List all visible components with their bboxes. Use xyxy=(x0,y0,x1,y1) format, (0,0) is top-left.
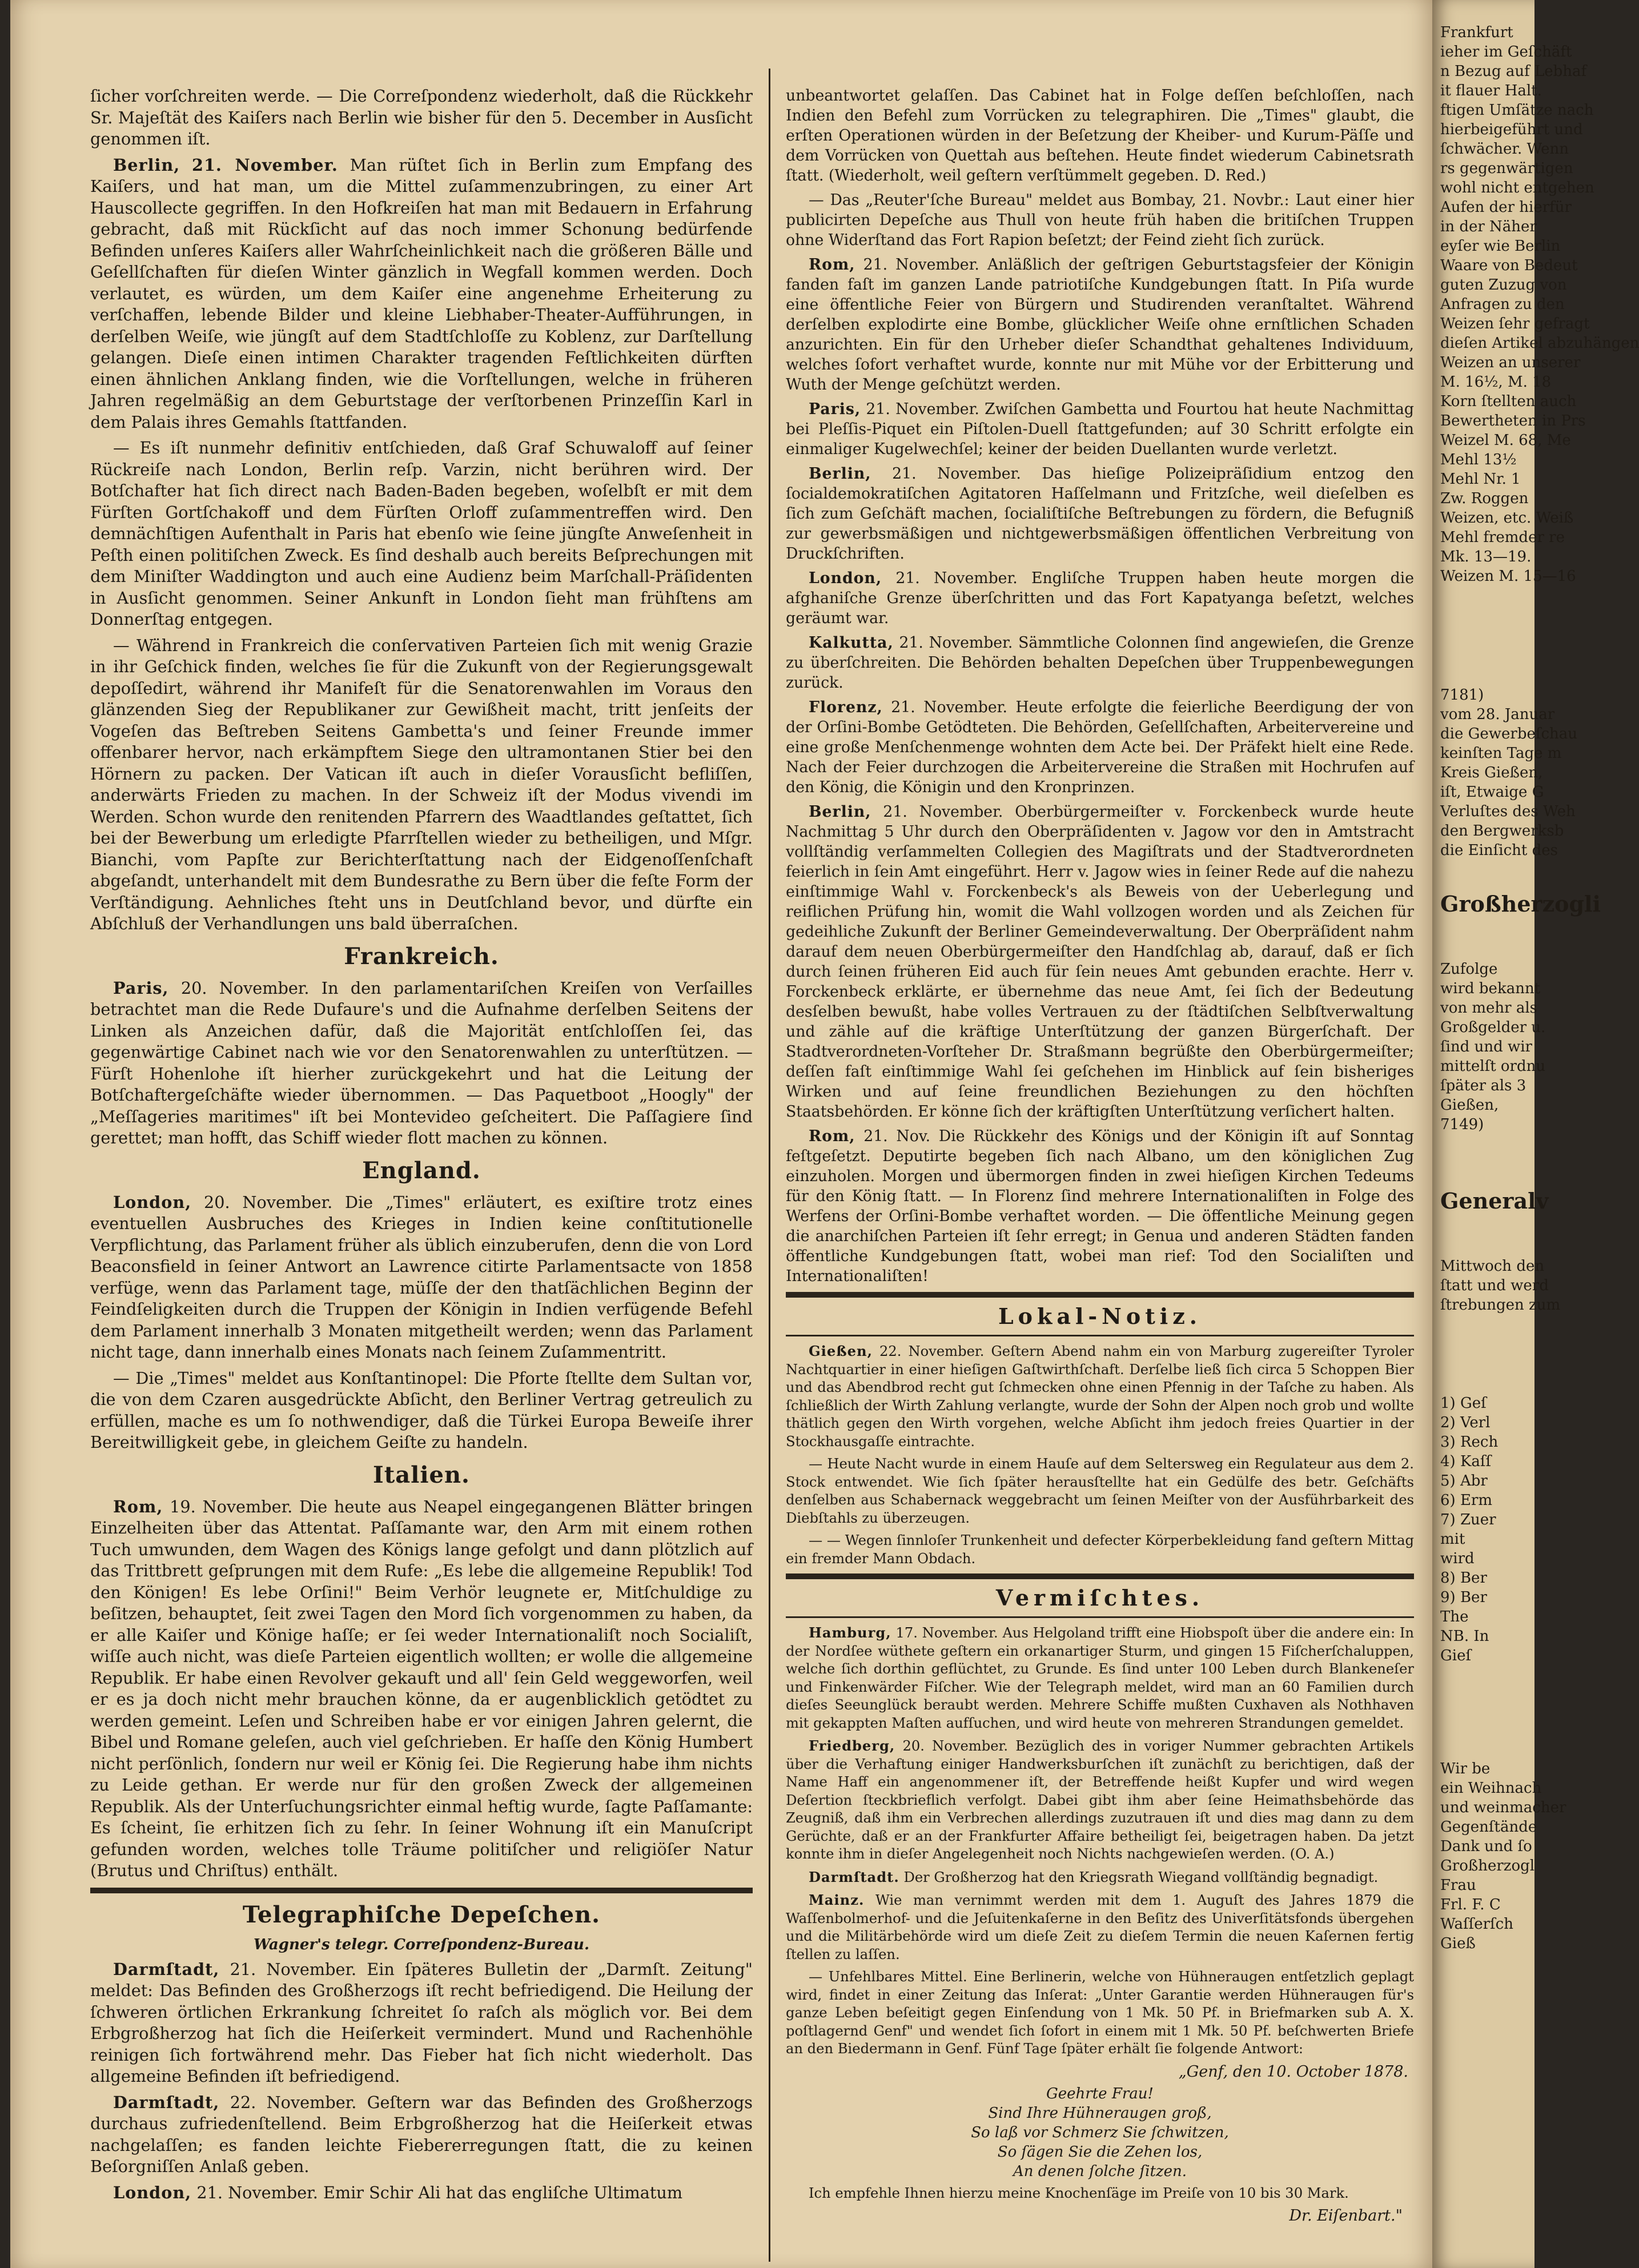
article-text: Wie man vernimmt werden mit dem 1. Auguſt des Jahres 1879 die Waſſenbolmerhof- und die Jeſuitenkaſerne in den Beſitz des Univerſitätsfonds übergehen und die Militärbehörde wird um dieſe Zeit zu dieſem Termin die neuen Kaſernen fertig ſtellen zu laſſen. xyxy=(786,1892,1414,1962)
fragment-line: Waſſerſch xyxy=(1440,1916,1513,1933)
fragment-line: 1) Geſ xyxy=(1440,1395,1487,1412)
fragment-line: ftigen Umſätze nach xyxy=(1440,102,1594,119)
market-report-fragment xyxy=(1432,23,1639,586)
dateline-place: Berlin, xyxy=(809,465,871,483)
fragment-line: Gießen, xyxy=(1440,1097,1499,1114)
fragment-line: Bewertheten in Prs xyxy=(1440,412,1586,429)
fragment-line: mit xyxy=(1440,1531,1465,1548)
section-divider xyxy=(786,1573,1414,1579)
dateline-place: Gießen, xyxy=(809,1343,873,1359)
notice-heading-fragment xyxy=(1432,891,1601,917)
fragment-line: 7149) xyxy=(1440,1116,1484,1133)
fragment-line: Gegenſtände xyxy=(1440,1819,1537,1836)
dateline-place: Berlin, xyxy=(113,155,180,175)
assembly-heading: Generalv xyxy=(1440,1188,1549,1214)
telegram-florenz xyxy=(786,697,1414,797)
dateline-place: Florenz, xyxy=(809,699,883,716)
fragment-line: Gieß xyxy=(1440,1935,1476,1952)
fragment-line: 9) Ber xyxy=(1440,1589,1487,1606)
article-text: Das hieſige Polizeipräſidium entzog den ſocialdemokratiſchen Agitatoren Haſſelmann und Fritzſche, weil dieſelben es ſich zum Geſchäft machen, ſocialiſtiſche Beſtrebungen zu fördern, die Befugniß zur gewerbsmäßigen und nichtgewerbsmäßigen öffentlichen Verbreitung von Druckſchriften. xyxy=(786,465,1414,563)
fragment-line: Mk. 13—19. xyxy=(1440,548,1532,565)
dateline-date: 20. November. xyxy=(180,978,310,998)
fragment-line: 4) Kaſſ xyxy=(1440,1453,1492,1470)
dateline-date: 21. November. xyxy=(892,465,1021,483)
article-berlin-1 xyxy=(90,155,753,433)
section-divider xyxy=(786,1335,1414,1336)
agenda-fragment xyxy=(1432,1394,1534,1665)
article-continuation: ſicher vorſchreiten werde. — Die Correſpondenz wiederholt, daß die Rückkehr Sr. Majeſtät des Kaiſers nach Berlin wie bisher für den 5. December in Ausſicht genommen iſt. xyxy=(90,86,753,148)
fragment-line: M. 16½, M. 18 xyxy=(1440,374,1552,391)
fragment-line: Mehl Nr. 1 xyxy=(1440,471,1521,488)
dateline-date: 21. November. xyxy=(192,155,338,175)
dateline-date: 22. November. xyxy=(879,1343,985,1359)
fragment-line: Mehl 13½ xyxy=(1440,451,1517,468)
local-news-regulateur: — Heute Nacht wurde in einem Hauſe auf dem Seltersweg ein Regulateur aus dem 2. Stock entwendet. Wie ſich ſpäter herausſtellte hat ein Gedülfe des betr. Geſchäfts denſelben aus Schabernack weggebracht um ſeinen Meiſter von der Ausführbarkeit des Diebſtahls zu überzeugen. xyxy=(786,1456,1414,1526)
article-text: Emir Schir Ali hat das engliſche Ultimatum xyxy=(323,2182,683,2202)
dateline-place: Kalkutta, xyxy=(809,634,894,652)
fragment-line: den Bergwerksb xyxy=(1440,822,1564,840)
fragment-line: wohl nicht entgehen xyxy=(1440,179,1594,196)
fragment-line: it flauer Halt. xyxy=(1440,82,1542,99)
section-divider xyxy=(786,1292,1414,1298)
poem-line: Sind Ihre Hühneraugen groß, xyxy=(988,2104,1212,2122)
letter-date: „Genf, den 10. October 1878. xyxy=(1178,2062,1408,2081)
fragment-line: Anfragen zu den xyxy=(1440,296,1565,313)
fragment-line: vom 28. Januar xyxy=(1440,706,1555,723)
article-text: Ein ſpäteres Bulletin der „Darmſt. Zeitung" meldet: Das Befinden des Großherzogs iſt recht befriedigend. Die Heilung der ſchweren örtlichen Erkrankung ſchreitet ſo raſch als möglich vor. Bei dem Erbgroßherzog hat ſich die Heiſerkeit vermindert. Mund und Rachenhöhle reinigen ſich fortwährend mehr. Das Fieber hat ſich nicht wiederholt. Das allgemeine Befinden iſt befriedigend. xyxy=(90,1959,753,2086)
fragment-line: hierbeigeführt und xyxy=(1440,121,1583,138)
misc-mainz xyxy=(786,1891,1414,1964)
dateline-place: London, xyxy=(809,569,882,587)
lokal-notiz-section xyxy=(786,1342,1414,1568)
fragment-line: Großgelder u. xyxy=(1440,1019,1546,1036)
fragment-line: die Einſicht des xyxy=(1440,842,1558,859)
article-text: In den parlamentariſchen Kreiſen von Verſailles betrachtet man die Rede Dufaure's und die Aufnahme derſelben Seitens der Linken als Anzeichen dafür, daß die Majorität entſchloſſen ſei, das gegenwärtige Cabinet nach wie vor den Senatorenwahlen zu unterſtützen. — Fürſt Hohenlohe iſt hierher zurückgekehrt und hat die Leitung der Botſchaftergeſchäfte wieder übernommen. — Das Paquetboot „Hoogly" der „Meſſageries maritimes" iſt bei Montevideo geſcheitert. Die Paſſagiere ſind gerettet; man hofft, das Schiff wieder flott machen zu können. xyxy=(90,978,753,1147)
fragment-line: Weizen ſehr gefragt xyxy=(1440,315,1590,332)
fragment-line: guten Zuzug von xyxy=(1440,276,1567,294)
fragment-line: Frankfurt xyxy=(1440,24,1513,41)
misc-friedberg xyxy=(786,1737,1414,1864)
fragment-line: Großherzogl xyxy=(1440,1857,1535,1874)
article-text: Engliſche Truppen haben heute morgen die afghaniſche Grenze überſchritten und das Fort Kapatyanga beſetzt, welches geräumt war. xyxy=(786,569,1415,627)
telegram-kalkutta xyxy=(786,633,1414,693)
article-text: Heute erfolgte die feierliche Beerdigung der von der Orſini-Bombe Getödteten. Die Behörden, Geſellſchaften, Arbeitervereine und eine große Menſchenmenge wohnten dem Acte bei. Der Präfekt hielt eine Rede. Nach der Feier durchzogen die Arbeitervereine die Straßen mit Hochrufen auf den König, die Königin und den Kronprinzen. xyxy=(786,699,1414,796)
section-divider xyxy=(786,1616,1414,1618)
fragment-line: Weizen M. 15—16 xyxy=(1440,568,1576,585)
telegram-london xyxy=(90,2182,753,2204)
article-frankreich-schweiz: — Während in Frankreich die conſervativen Parteien ſich mit wenig Grazie in ihr Geſchick finden, welches ſie für die Zukunft von der Regierungsgewalt depoſſedirt, während ihr Manifeſt für die Senatorenwahlen im Voraus den glänzenden Sieg der Republikaner zur Gewißheit macht, tritt jenſeits der Vogeſen das Beſtreben Seitens Gambetta's und ſeiner Freunde immer offenbarer hervor, nach erkämpftem Siege den ultramontanen Stier bei den Hörnern zu packen. Der Vatican iſt auch in dieſer Vorausſicht befliſſen, anderwärts Frieden zu machen. In der Schweiz iſt der Modus vivendi im Werden. Schon wurde den renitenden Pfarrern des Waadtlandes geſtattet, ſich bei der Bewerbung um erledigte Pfarrſtellen wieder zu betheiligen, und Mſgr. Bianchi, vom Papſte zur Berichterſtattung nach der Eidgenoſſenſchaft abgeſandt, unterhandelt mit dem Bundesrathe zu Bern über die feſte Form der Verſtändigung. Aehnliches ſteht uns in Deutſchland bevor, und dürfte ein Abſchluß der Verhandlungen uns bald überraſchen. xyxy=(90,635,753,933)
fragment-line: keinſten Tage m xyxy=(1440,745,1562,762)
dateline-place: Rom, xyxy=(809,256,855,274)
fragment-line: iſt, Etwaige G xyxy=(1440,784,1544,801)
telegram-berlin-1 xyxy=(786,464,1414,564)
telegram-rom-1 xyxy=(786,255,1414,395)
fragment-line: ſpäter als 3 xyxy=(1440,1077,1526,1094)
dateline-place: Berlin, xyxy=(809,803,871,821)
letter-poem xyxy=(786,2084,1414,2181)
fragment-line: Waare von Bedeut xyxy=(1440,257,1578,274)
adjacent-page-fragment xyxy=(1432,0,1639,2268)
fragment-line: 5) Abr xyxy=(1440,1472,1488,1490)
dateline-date: 21. November. xyxy=(895,569,1018,587)
dateline-place: Mainz. xyxy=(809,1892,865,1908)
article-text: Der Großherzog hat den Kriegsrath Wiegand vollſtändig begnadigt. xyxy=(903,1869,1379,1885)
fragment-line: Wir be xyxy=(1440,1760,1491,1777)
dateline-date: 17. November. xyxy=(895,1625,998,1641)
fragment-line: ein Weihnach xyxy=(1440,1780,1542,1797)
poem-line: Geehrte Frau! xyxy=(1046,2085,1154,2102)
dateline-place: Rom, xyxy=(113,1496,163,1516)
article-text: Oberbürgermeiſter v. Forckenbeck wurde heute Nachmittag 5 Uhr durch den Oberpräſidenten v. Jagow vor den in Amtstracht vollſtändig verſammelten Collegien des Magiſtrats und der Stadtverordneten feierlich in ſein Amt eingeführt. Herr v. Jagow wies in ſeiner Rede auf die nahezu einſtimmige Wahl v. Forckenbeck's als Beweis von der Ueberlegung und reiflichen Prüfung hin, womit die Wahl vollzogen worden und als Zeichen für gedeihliche Zukunft der Berliner Gemeindeverwaltung. Der Oberpräſident nahm darauf dem neuen Oberbürgermeiſter den Handſchlag ab, darauf, daß er ſich durch ſeinen früheren Eid auch für ſein neues Amt gebunden erachte. Herr v. Forckenbeck erklärte, er übernehme das neue Amt, ſei ſich der Bedeutung desſelben bewußt, habe volles Vertrauen zu der ſtädtiſchen Selbſtverwaltung und zähle auf die kräftige Unterſtützung der ganzen Bürgerſchaft. Der Stadtverordneten-Vorſteher Dr. Straßmann begrüßte den Oberbürgermeiſter; deſſen faſt einſtimmige Wahl ſei geſchehen im Hinblick auf ſein bisheriges Wirken und auf ſeine freundlichen Beziehungen zu den höchſten Staatsbehörden. Er könne ſich der kräftigſten Unterſtützung verſichert halten. xyxy=(786,803,1415,1121)
article-text: Zwiſchen Gambetta und Fourtou hat heute Nachmittag bei Pleſſis-Piquet ein Piſtolen-Duell ſtattgefunden; auf 30 Schritt erfolgte ein einmaliger Kugelwechſel; keiner der beiden Duellanten wurde verletzt. xyxy=(786,400,1414,458)
dateline-place: Rom, xyxy=(809,1127,855,1145)
fragment-line: Mehl fremder re xyxy=(1440,529,1565,546)
article-text: Die heute aus Neapel eingegangenen Blätter bringen Einzelheiten über das Attentat. Paſſamante war, den Arm mit einem rothen Tuch umwunden, dem Wagen des Königs lange gefolgt und dann plötzlich auf das Trittbrett geſprungen mit dem Rufe: „Es lebe die allgemeine Republik! Tod den Königen! Es lebe Orſini!" Beim Verhör leugnete er, Mitſchuldige zu beſitzen, behauptet, ſeit zwei Tagen den Mord ſich vorgenommen zu haben, da er alle Kaiſer und Könige haſſe; er ſei weder Internationaliſt noch Socialiſt, wiſſe auch nicht, was dieſe Parteien eigentlich wollten; er wolle die allgemeine Republik. Er habe einen Revolver gekauft und all' ſein Geld weggeworfen, weil er es ja doch nicht mehr brauchen könne, da er augenblicklich getödtet zu werden gemeint. Leſen und Schreiben habe er vor einigen Jahren gelernt, die Bibel und Romane geleſen, auch viel geſchrieben. Er haſſe den König Humbert nicht perſönlich, ſondern nur weil er König ſei. Die Regierung habe ihm nichts zu Leide gethan. Er werde nur für den großen Zweck der allgemeinen Republik. Als der Unterſuchungsrichter einmal heftig wurde, ſagte Paſſamante: Es ſcheint, ſie erhitzen ſich zu ſehr. In ſeiner Wohnung iſt ein Manuſcript gefunden worden, welches tolle Träume politiſcher und religiöſer Natur (Brutus und Chriſtus) enthält. xyxy=(90,1496,753,1880)
fragment-line: 8) Ber xyxy=(1440,1569,1487,1587)
article-konstantinopel: — Die „Times" meldet aus Konſtantinopel: Die Pforte ſtellte dem Sultan vor, die von dem Czaren ausgedrückte Abſicht, den Berliner Vertrag getreulich zu erfüllen, mache es um ſo nothwendiger, daß die Türkei Europa Beweiſe ihrer Bereitwilligkeit gebe, in gleichem Geiſte zu handeln. xyxy=(90,1368,753,1452)
poem-line: An denen ſolche ſitzen. xyxy=(1013,2162,1187,2180)
dateline-place: London, xyxy=(113,1192,192,1212)
bureau-subheading: Wagner's telegr. Correſpondenz-Bureau. xyxy=(253,1936,589,1953)
telegram-london xyxy=(786,568,1414,628)
fragment-line: Frau xyxy=(1440,1877,1476,1894)
fragment-line: mittelſt ordnu xyxy=(1440,1058,1546,1075)
fragment-line: ſind und wir xyxy=(1440,1038,1532,1055)
fragment-line: und weinmacher xyxy=(1440,1799,1566,1816)
article-text: Anläßlich der geſtrigen Geburtstagsfeier der Königin fanden faſt im ganzen Lande patriotiſche Kundgebungen ſtatt. In Piſa wurde eine öffentliche Feier von Bürgern und Studirenden veranſtaltet. Während derſelben explodirte eine Bombe, glücklicher Weiſe ohne ernſtlichen Schaden anzurichten. Ein für den Urheber dieſer Schandthat gehaltenes Individuum, welches ſofort verhaftet wurde, konnte nur mit Mühe vor der Erbitterung und Wuth der Menge geſchützt werden. xyxy=(786,256,1415,394)
telegram-paris xyxy=(786,399,1414,459)
fragment-line: Frl. F. C xyxy=(1440,1896,1501,1913)
dateline-place: Paris, xyxy=(113,978,169,998)
fragment-line: von mehr als xyxy=(1440,999,1537,1017)
section-heading-italien: Italien. xyxy=(373,1461,470,1488)
article-text: Man rüſtet ſich in Berlin zum Empfang des Kaiſers, und hat man, um die Mittel zuſammenzubringen, zu einer Art Hauscollecte gegriffen. In den Hofkreiſen hat man mit Bedauern in Erfahrung gebracht, daß mit Rückſicht auf das noch immer Schonung bedürfende Befinden unſeres Kaiſers aller Wahrſcheinlichkeit nach die größeren Bälle und Geſellſchaften für dieſen Winter gänzlich in Wegfall kommen werden. Doch verlautet, es würden, um dem Kaiſer eine angenehme Erheiterung zu verſchaffen, lebende Bilder und kleine Liebhaber-Theater-Aufführungen, in derſelben Weiſe, wie jüngſt auf dem Stadtſchloſſe zu Koblenz, zur Darſtellung gelangen. Dieſe einen intimen Charakter tragenden Feſtlichkeiten dürften einen ähnlichen Anklang finden, wie die Vorſtellungen, welche in früheren Jahren regelmäßig an dem Geburtstage der verſtorbenen Prinzeſſin Karl in dem Palais ihres Gemahls ſtattfanden. xyxy=(90,155,753,432)
dateline-date: 20. November. xyxy=(204,1192,333,1212)
fragment-line: 3) Rech xyxy=(1440,1434,1499,1451)
article-text: Bezüglich des in voriger Nummer gebrachten Artikels über die Verhaftung einiger Handwerksburſchen iſt zunächſt zu berichtigen, daß der Name Haff ein angenommener iſt, der Betreffende heißt Kupfer und wird wegen Deſertion ſteckbrieflich verfolgt. Dabei gibt ihm aber ſeine Heimathsbehörde das Zeugniß, daß ihm ein Verbrechen allerdings zuzutrauen iſt und dies mag dann zu dem Gerüchte, daß er an der Frankfurter Affaire betheiligt ſei, beigetragen haben. Da jetzt konnte ihm in dieſer Angelegenheit noch Nichts nachgewieſen werden. (O. A.) xyxy=(786,1738,1414,1862)
fragment-line: wird bekannt xyxy=(1440,980,1541,997)
fragment-line: dieſen Artikel abzuhängen xyxy=(1440,335,1639,352)
fragment-line: Aufen der hierfür xyxy=(1440,199,1572,216)
dateline-place: Friedberg, xyxy=(809,1737,895,1754)
telegram-berlin-2 xyxy=(786,802,1414,1122)
newspaper-page xyxy=(10,0,1432,2268)
column-rule xyxy=(769,69,770,2262)
fragment-line: die Gewerbeſchau xyxy=(1440,725,1578,742)
article-text: Sämmtliche Colonnen ſind angewieſen, die Grenze zu überſchreiten. Die Behörden behalten Depeſchen über Truppenbewegungen zurück. xyxy=(786,634,1415,692)
fragment-line: Korn ſtellten auch xyxy=(1440,393,1577,410)
fragment-line: ſtatt und werd xyxy=(1440,1277,1549,1294)
dateline-place: Darmſtadt. xyxy=(809,1868,899,1885)
misc-hamburg xyxy=(786,1624,1414,1732)
fragment-line: Dank und ſo xyxy=(1440,1838,1532,1855)
fragment-line: Mittwoch den xyxy=(1440,1258,1545,1275)
telegram-rom-2 xyxy=(786,1126,1414,1286)
article-rom-attentat xyxy=(90,1496,753,1882)
dateline-date: 21. November. xyxy=(863,256,979,274)
dateline-date: 19. November. xyxy=(170,1496,293,1516)
article-schuwaloff: — Es iſt nunmehr definitiv entſchieden, daß Graf Schuwaloff auf ſeiner Rückreiſe nach London, Berlin reſp. Varzin, nicht berühren wird. Der Botſchafter hat ſich direct nach Baden-Baden begeben, woſelbſt er mit dem Fürſten Gortſchakoff und dem Fürſten Orloff zuſammentreffen wird. Den demnächſtigen Aufenthalt in Paris hat ebenſo wie ſeine jüngſte Anweſenheit in Peſth einen politiſchen Zweck. Es ſind deshalb auch bereits Beſprechungen mit dem Miniſter Waddington und auch eine Audienz beim Marſchall-Präſidenten in Ausſicht genommen. Seiner Ankunft in London ſieht man frühſtens am Donnerſtag entgegen. xyxy=(90,438,753,629)
dateline-place: Darmſtadt, xyxy=(113,2092,220,2112)
letter-closing: Ich empfehle Ihnen hierzu meine Knochenſäge im Preiſe von 10 bis 30 Mark. xyxy=(809,2185,1349,2201)
notice-heading: Großherzogli xyxy=(1440,891,1601,917)
vermischtes-section xyxy=(786,1624,1414,2225)
dateline-date: 21. November. xyxy=(230,1959,357,1979)
section-heading-telegraphische-depeschen: Telegraphiſche Depeſchen. xyxy=(242,1901,601,1928)
dateline-date: 21. November. xyxy=(883,803,1003,821)
section-divider xyxy=(90,1888,753,1893)
local-news-trunkenheit: — — Wegen ſinnloſer Trunkenheit und defecter Körperbekleidung fand geſtern Mittag ein fremder Mann Obdach. xyxy=(786,1532,1414,1567)
telegram-darmstadt-1 xyxy=(90,1959,753,2088)
fragment-line: 6) Erm xyxy=(1440,1492,1493,1509)
article-continuation: unbeantwortet gelaſſen. Das Cabinet hat in Folge deſſen beſchloſſen, nach Indien den Befehl zum Vorrücken zu telegraphiren. Die „Times" glaubt, die erſten Operationen würden in der Beſetzung der Kheiber- und Kurum-Päſſe und dem Vorrücken von Quettah aus beſtehen. Heute findet wiederum Cabinetsrath ſtatt. (Wiederholt, weil geſtern verſtümmelt gegeben. D. Red.) xyxy=(786,87,1414,184)
fragment-line: Weizen an unserer xyxy=(1440,354,1581,371)
dateline-place: London, xyxy=(113,2182,192,2202)
fragment-line: 2) Verl xyxy=(1440,1414,1491,1431)
dateline-date: 21. November. xyxy=(891,699,1007,716)
dateline-date: 20. November. xyxy=(902,1738,1009,1754)
fragment-line: rs gegenwärtigen xyxy=(1440,160,1573,177)
article-text: Geſtern Abend nahm ein von Marburg zugereiſter Tyroler Nachtquartier in einer hieſigen Gaſtwirthſchaft. Derſelbe ließ ſich circa 5 Schoppen Bier und das Abendbrod recht gut ſchmecken ohne einen Pfennig in der Taſche zu haben. Als ſchließlich der Wirth Zahlung verlangte, wurde der Sohn der Alpen noch grob und wollte thätlich gegen den Wirth vorgehen, welche Abſicht ihm jedoch freies Quartier in der Stockhausgaſſe eintrachte. xyxy=(786,1343,1414,1450)
fragment-line: eyſer wie Berlin xyxy=(1440,238,1561,255)
assembly-heading-fragment xyxy=(1432,1188,1549,1214)
section-heading-lokal-notiz: Lokal-Notiz. xyxy=(998,1303,1202,1329)
dateline-date: 21. November. xyxy=(196,2182,318,2202)
article-text: Die Rückkehr des Königs und der Königin iſt auf Sonntag feſtgeſetzt. Deputirte begeben ſich nach Albano, um den königlichen Zug einzuholen. Morgen und übermorgen finden in zwei hieſigen Kirchen Tedeums für den König ſtatt. — In Florenz ſind mehrere Internationaliſten in Folge des Werfens der Orſini-Bombe verhaftet worden. — Die öffentliche Meinung gegen die anarchiſchen Parteien iſt ſehr erregt; in Genua und anderen Städten fanden öffentliche Kundgebungen ſtatt, wobei man rief: Tod den Socialiſten und Internationaliſten! xyxy=(786,1127,1415,1285)
section-heading-frankreich: Frankreich. xyxy=(344,942,499,970)
fragment-line: Zw. Roggen xyxy=(1440,490,1529,507)
poem-line: So ſägen Sie die Zehen los, xyxy=(997,2143,1203,2161)
fragment-line: The xyxy=(1440,1608,1469,1625)
fragment-line: Gieſ xyxy=(1440,1647,1472,1664)
dateline-date: 22. November. xyxy=(230,2092,357,2112)
thanks-notice-fragment xyxy=(1432,1759,1566,1953)
misc-unfehlbares-mittel: — Unfehlbares Mittel. Eine Berlinerin, welche von Hühneraugen entſetzlich geplagt wird, findet in einer Zeitung das Inſerat: „Unter Garantie werden Hühneraugen für's ganze Leben beſeitigt gegen Einſendung von 1 Mk. 50 Pf. in Briefmarken sub A. X. poſtlagernd Genf" und wendet ſich ſofort in einem mit 1 Mk. 50 Pf. beſchwerten Briefe an den Biedermann in Genf. Fünf Tage ſpäter erhält ſie folgende Antwort: xyxy=(786,1969,1414,2057)
fragment-line: wird xyxy=(1440,1550,1475,1567)
article-bombay: — Das „Reuter'ſche Bureau" meldet aus Bombay, 21. Novbr.: Laut einer hier publicirten Depeſche aus Thull von heute früh haben die britiſchen Truppen ohne Widerſtand das Fort Rapion beſetzt; der Feind zieht ſich zurück. xyxy=(786,191,1414,249)
fragment-line: NB. In xyxy=(1440,1628,1489,1645)
article-text: Aus Helgoland trifft eine Hiobspoſt über die andere ein: In der Nordſee wüthete geſtern ein orkanartiger Sturm, und gingen 15 Fiſcherſchaluppen, welche ſich dorthin geflüchtet, zu Grunde. Es ſind unter 100 Leben durch Blankeneſer und Finkenwärder Fiſcher. Wie der Telegraph meldet, wird man an 60 Familien durch dieſes Seeunglück beraubt werden. Mehrere Schiffe mußten Cuxhaven als Nothhaven mit gekappten Maſten aufſuchen, und wird heute von mehreren Strandungen gemeldet. xyxy=(786,1625,1414,1731)
fragment-line: ieher im Geſchäft xyxy=(1440,43,1572,61)
misc-darmstadt xyxy=(786,1868,1414,1887)
dateline-date: 21. Nov. xyxy=(863,1127,931,1145)
column-left xyxy=(90,86,753,2208)
dateline-date: 21. November. xyxy=(899,634,1013,652)
telegram-darmstadt-2 xyxy=(90,2092,753,2178)
section-heading-vermischtes: Vermiſchtes. xyxy=(995,1585,1204,1611)
letter-signature: Dr. Eiſenbart." xyxy=(1289,2207,1403,2225)
fragment-line: Verluſtes des Weh xyxy=(1440,803,1576,820)
poem-line: So laß vor Schmerz Sie ſchwitzen, xyxy=(971,2124,1229,2141)
fragment-line: n Bezug auf Lebhaf xyxy=(1440,63,1587,80)
article-london xyxy=(90,1192,753,1363)
assembly-text-fragment xyxy=(1432,1257,1561,1315)
local-news-giessen xyxy=(786,1342,1414,1451)
fragment-line: 7181) xyxy=(1440,687,1484,704)
fragment-line: Weizen, etc. Weiß xyxy=(1440,509,1574,527)
fragment-line: Zufolge xyxy=(1440,961,1498,978)
dateline-place: Hamburg, xyxy=(809,1624,891,1641)
fragment-line: Weizel M. 68, Me xyxy=(1440,432,1571,449)
notice-fragment-2 xyxy=(1432,960,1546,1134)
fragment-line: Kreis Gießen, xyxy=(1440,764,1543,781)
column-right xyxy=(786,86,1414,2227)
section-heading-england: England. xyxy=(362,1157,481,1184)
fragment-line: ſtrebungen zum xyxy=(1440,1296,1561,1314)
fragment-line: 7) Zuer xyxy=(1440,1511,1496,1528)
dateline-date: 21. November. xyxy=(866,400,979,418)
dateline-place: Paris, xyxy=(809,400,861,418)
article-paris xyxy=(90,978,753,1149)
fragment-line: ſchwächer. Wenn xyxy=(1440,141,1569,158)
dateline-place: Darmſtadt, xyxy=(113,1959,220,1979)
article-text: Geſtern war das Befinden des Großherzogs durchaus zufriedenſtellend. Beim Erbgroßherzog hat die Heiſerkeit etwas nachgelaſſen; es fanden leichte Fiebererregungen ſtatt, die zu keinen Beſorgniſſen Anlaß geben. xyxy=(90,2092,753,2176)
notice-fragment xyxy=(1432,685,1578,860)
article-text: Die „Times" erläutert, es exiſtire trotz eines eventuellen Ausbruches des Krieges in Indien keine conſtitutionelle Verpflichtung, das Parlament früher als üblich einzuberufen, denn die von Lord Beaconsfield in ſeiner Antwort an Lawrence citirte Parlamentsacte von 1858 verfüge, wenn das Parlament tage, müſſe der den thatſächlichen Beginn der Feindſeligkeiten durch die Truppen der Königin in Indien verfügende Befehl dem Parlament innerhalb 3 Monaten mitgetheilt werden; wenn das Parlament nicht tage, dann innerhalb eines Monats nach ſeinem Zuſammentritt. xyxy=(90,1192,753,1362)
fragment-line: in der Näher xyxy=(1440,218,1537,235)
